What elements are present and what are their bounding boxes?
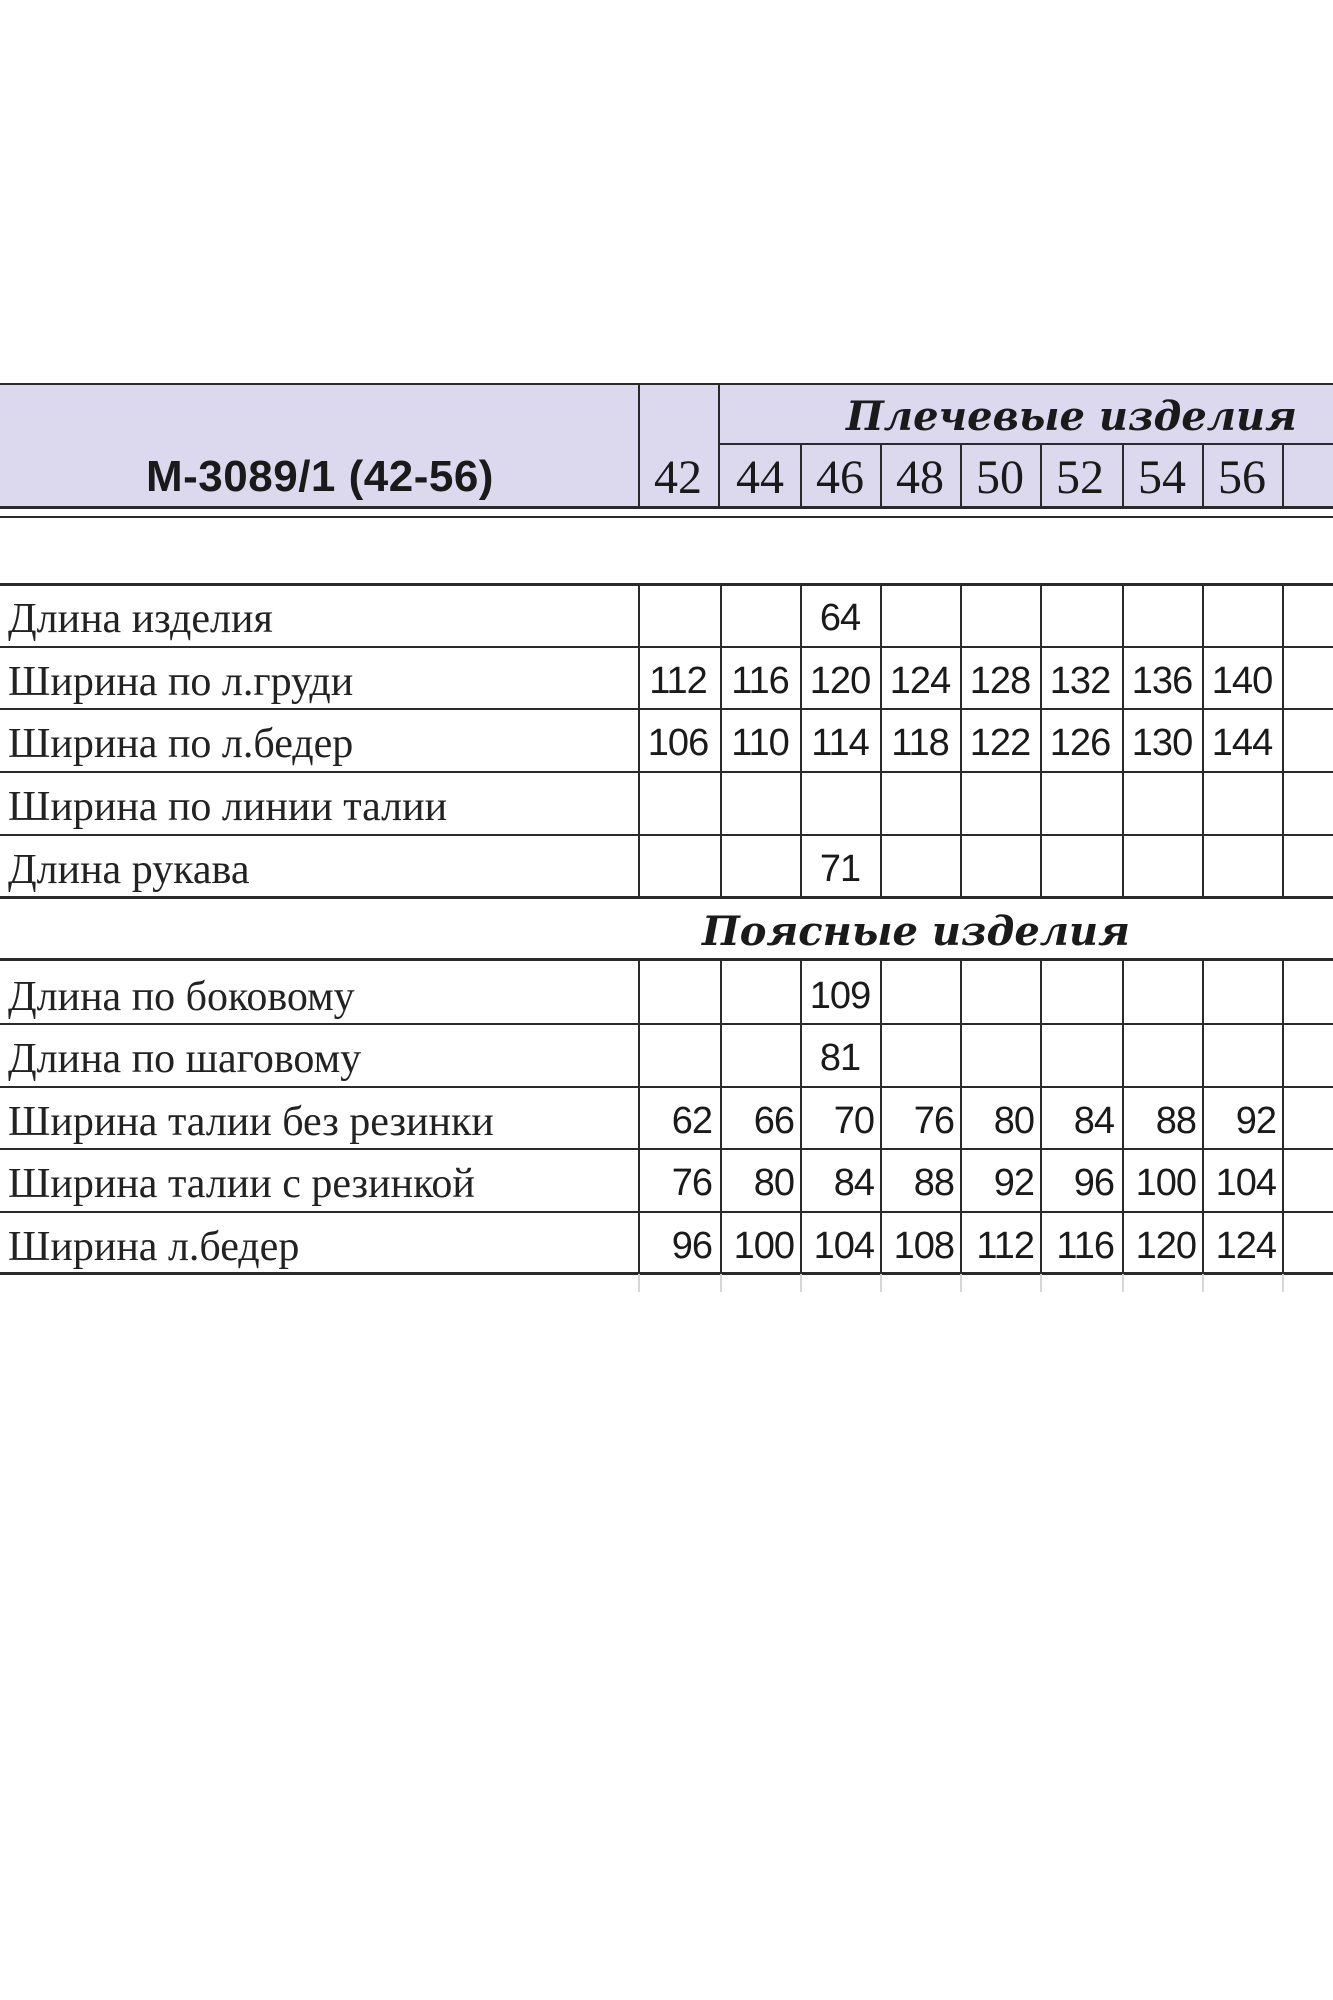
size-header-cell: 52	[1056, 451, 1104, 504]
table-cell: 118	[891, 722, 949, 764]
grid-line-vertical	[638, 383, 640, 506]
table-cell: 112	[976, 1225, 1034, 1267]
grid-line-vertical	[1040, 443, 1042, 506]
grid-line-vertical	[800, 958, 802, 1272]
grid-line-vertical	[1122, 443, 1124, 506]
row-label: Длина по боковому	[8, 974, 355, 1020]
size-header-cell: 50	[976, 451, 1024, 504]
grid-line-vertical	[720, 958, 722, 1272]
grid-line-vertical	[718, 383, 720, 506]
table-cell: 92	[1235, 1100, 1276, 1142]
grid-line-vertical	[1122, 958, 1124, 1272]
table-cell: 100	[1135, 1162, 1196, 1204]
table-cell: 71	[819, 848, 861, 890]
grid-line-vertical	[1122, 583, 1124, 896]
grid-line-horizontal	[0, 646, 1333, 648]
size-header-cell: 56	[1218, 451, 1266, 504]
grid-line-vertical	[1282, 958, 1284, 1272]
grid-line-faint	[1040, 1274, 1042, 1292]
row-label: Длина рукава	[8, 847, 250, 893]
table-cell: 126	[1049, 722, 1111, 764]
row-label: Длина по шаговому	[8, 1036, 362, 1082]
grid-line-vertical	[1282, 583, 1284, 896]
grid-line-vertical	[1040, 583, 1042, 896]
model-title: М-3089/1 (42-56)	[146, 452, 494, 501]
grid-line-faint	[720, 1274, 722, 1292]
table-cell: 104	[1215, 1162, 1276, 1204]
grid-line-horizontal	[0, 1086, 1333, 1088]
table-cell: 124	[889, 660, 951, 702]
table-cell: 108	[893, 1225, 954, 1267]
grid-line-vertical	[960, 443, 962, 506]
table-cell: 70	[833, 1100, 874, 1142]
grid-line-vertical	[1202, 583, 1204, 896]
table-cell: 109	[809, 975, 871, 1017]
grid-line-horizontal	[0, 383, 1333, 385]
grid-line-vertical	[960, 958, 962, 1272]
grid-line-vertical	[638, 958, 640, 1272]
grid-line-horizontal	[0, 1148, 1333, 1150]
row-label: Ширина по линии талии	[8, 784, 448, 830]
grid-line-horizontal	[0, 1023, 1333, 1025]
table-cell: 64	[819, 597, 861, 639]
table-cell: 112	[649, 660, 707, 702]
grid-line-horizontal	[0, 1272, 1333, 1275]
table-cell: 144	[1211, 722, 1273, 764]
table-cell: 84	[833, 1162, 874, 1204]
row-label: Ширина талии без резинки	[8, 1099, 494, 1145]
table-cell: 104	[813, 1225, 874, 1267]
grid-line-faint	[800, 1274, 802, 1292]
table-cell: 116	[1056, 1225, 1114, 1267]
grid-line-horizontal	[0, 583, 1333, 586]
size-header-cell: 46	[816, 451, 864, 504]
table-cell: 88	[913, 1162, 954, 1204]
size-header-cell: 44	[736, 451, 784, 504]
table-cell: 116	[731, 660, 789, 702]
table-cell: 66	[753, 1100, 794, 1142]
table-cell: 100	[733, 1225, 794, 1267]
grid-line-horizontal	[0, 1211, 1333, 1213]
table-cell: 84	[1073, 1100, 1114, 1142]
grid-line-vertical	[638, 583, 640, 896]
grid-line-faint	[1122, 1274, 1124, 1292]
table-cell: 110	[731, 722, 789, 764]
grid-line-faint	[880, 1274, 882, 1292]
table-cell: 88	[1155, 1100, 1196, 1142]
group-title-shoulder: Плечевые изделия	[846, 393, 1297, 440]
grid-line-vertical	[800, 443, 802, 506]
table-cell: 132	[1049, 660, 1111, 702]
grid-line-horizontal	[0, 506, 1333, 509]
table-cell: 96	[1073, 1162, 1114, 1204]
grid-line-horizontal	[0, 834, 1333, 836]
table-cell: 122	[969, 722, 1031, 764]
size-header-cell: 48	[896, 451, 944, 504]
grid-line-vertical	[880, 443, 882, 506]
table-cell: 124	[1215, 1225, 1276, 1267]
grid-line-vertical	[720, 583, 722, 896]
grid-line-faint	[1282, 1274, 1284, 1292]
row-label: Ширина по л.груди	[8, 659, 354, 705]
table-cell: 80	[753, 1162, 794, 1204]
table-cell: 130	[1131, 722, 1193, 764]
table-cell: 62	[671, 1100, 712, 1142]
table-cell: 140	[1211, 660, 1273, 702]
grid-line-vertical	[880, 958, 882, 1272]
grid-line-horizontal	[0, 896, 1333, 899]
grid-line-faint	[1202, 1274, 1204, 1292]
table-cell: 136	[1131, 660, 1193, 702]
size-header-cell: 54	[1138, 451, 1186, 504]
table-cell: 114	[811, 722, 869, 764]
grid-line-vertical	[800, 583, 802, 896]
table-cell: 80	[993, 1100, 1034, 1142]
group-title-waist: Поясные изделия	[702, 908, 1130, 955]
row-label: Ширина талии с резинкой	[8, 1161, 475, 1207]
grid-line-faint	[960, 1274, 962, 1292]
table-cell: 120	[809, 660, 871, 702]
grid-line-vertical	[1282, 443, 1284, 506]
size-header-cell: 42	[654, 451, 702, 504]
table-cell: 106	[647, 722, 709, 764]
grid-line-horizontal	[718, 443, 1333, 445]
grid-line-horizontal	[0, 516, 1333, 518]
table-cell: 76	[913, 1100, 954, 1142]
table-cell: 128	[969, 660, 1031, 702]
table-cell: 76	[671, 1162, 712, 1204]
row-label: Длина изделия	[8, 596, 273, 642]
grid-line-faint	[638, 1274, 640, 1292]
table-cell: 92	[993, 1162, 1034, 1204]
table-cell: 120	[1135, 1225, 1196, 1267]
grid-line-horizontal	[0, 771, 1333, 773]
grid-line-horizontal	[0, 958, 1333, 961]
table-cell: 96	[671, 1225, 712, 1267]
table-cell: 81	[819, 1037, 861, 1079]
grid-line-vertical	[1202, 958, 1204, 1272]
row-label: Ширина по л.бедер	[8, 721, 354, 767]
grid-line-vertical	[1040, 958, 1042, 1272]
row-label: Ширина л.бедер	[8, 1224, 300, 1270]
grid-line-vertical	[960, 583, 962, 896]
grid-line-horizontal	[0, 708, 1333, 710]
grid-line-vertical	[880, 583, 882, 896]
grid-line-vertical	[1202, 443, 1204, 506]
